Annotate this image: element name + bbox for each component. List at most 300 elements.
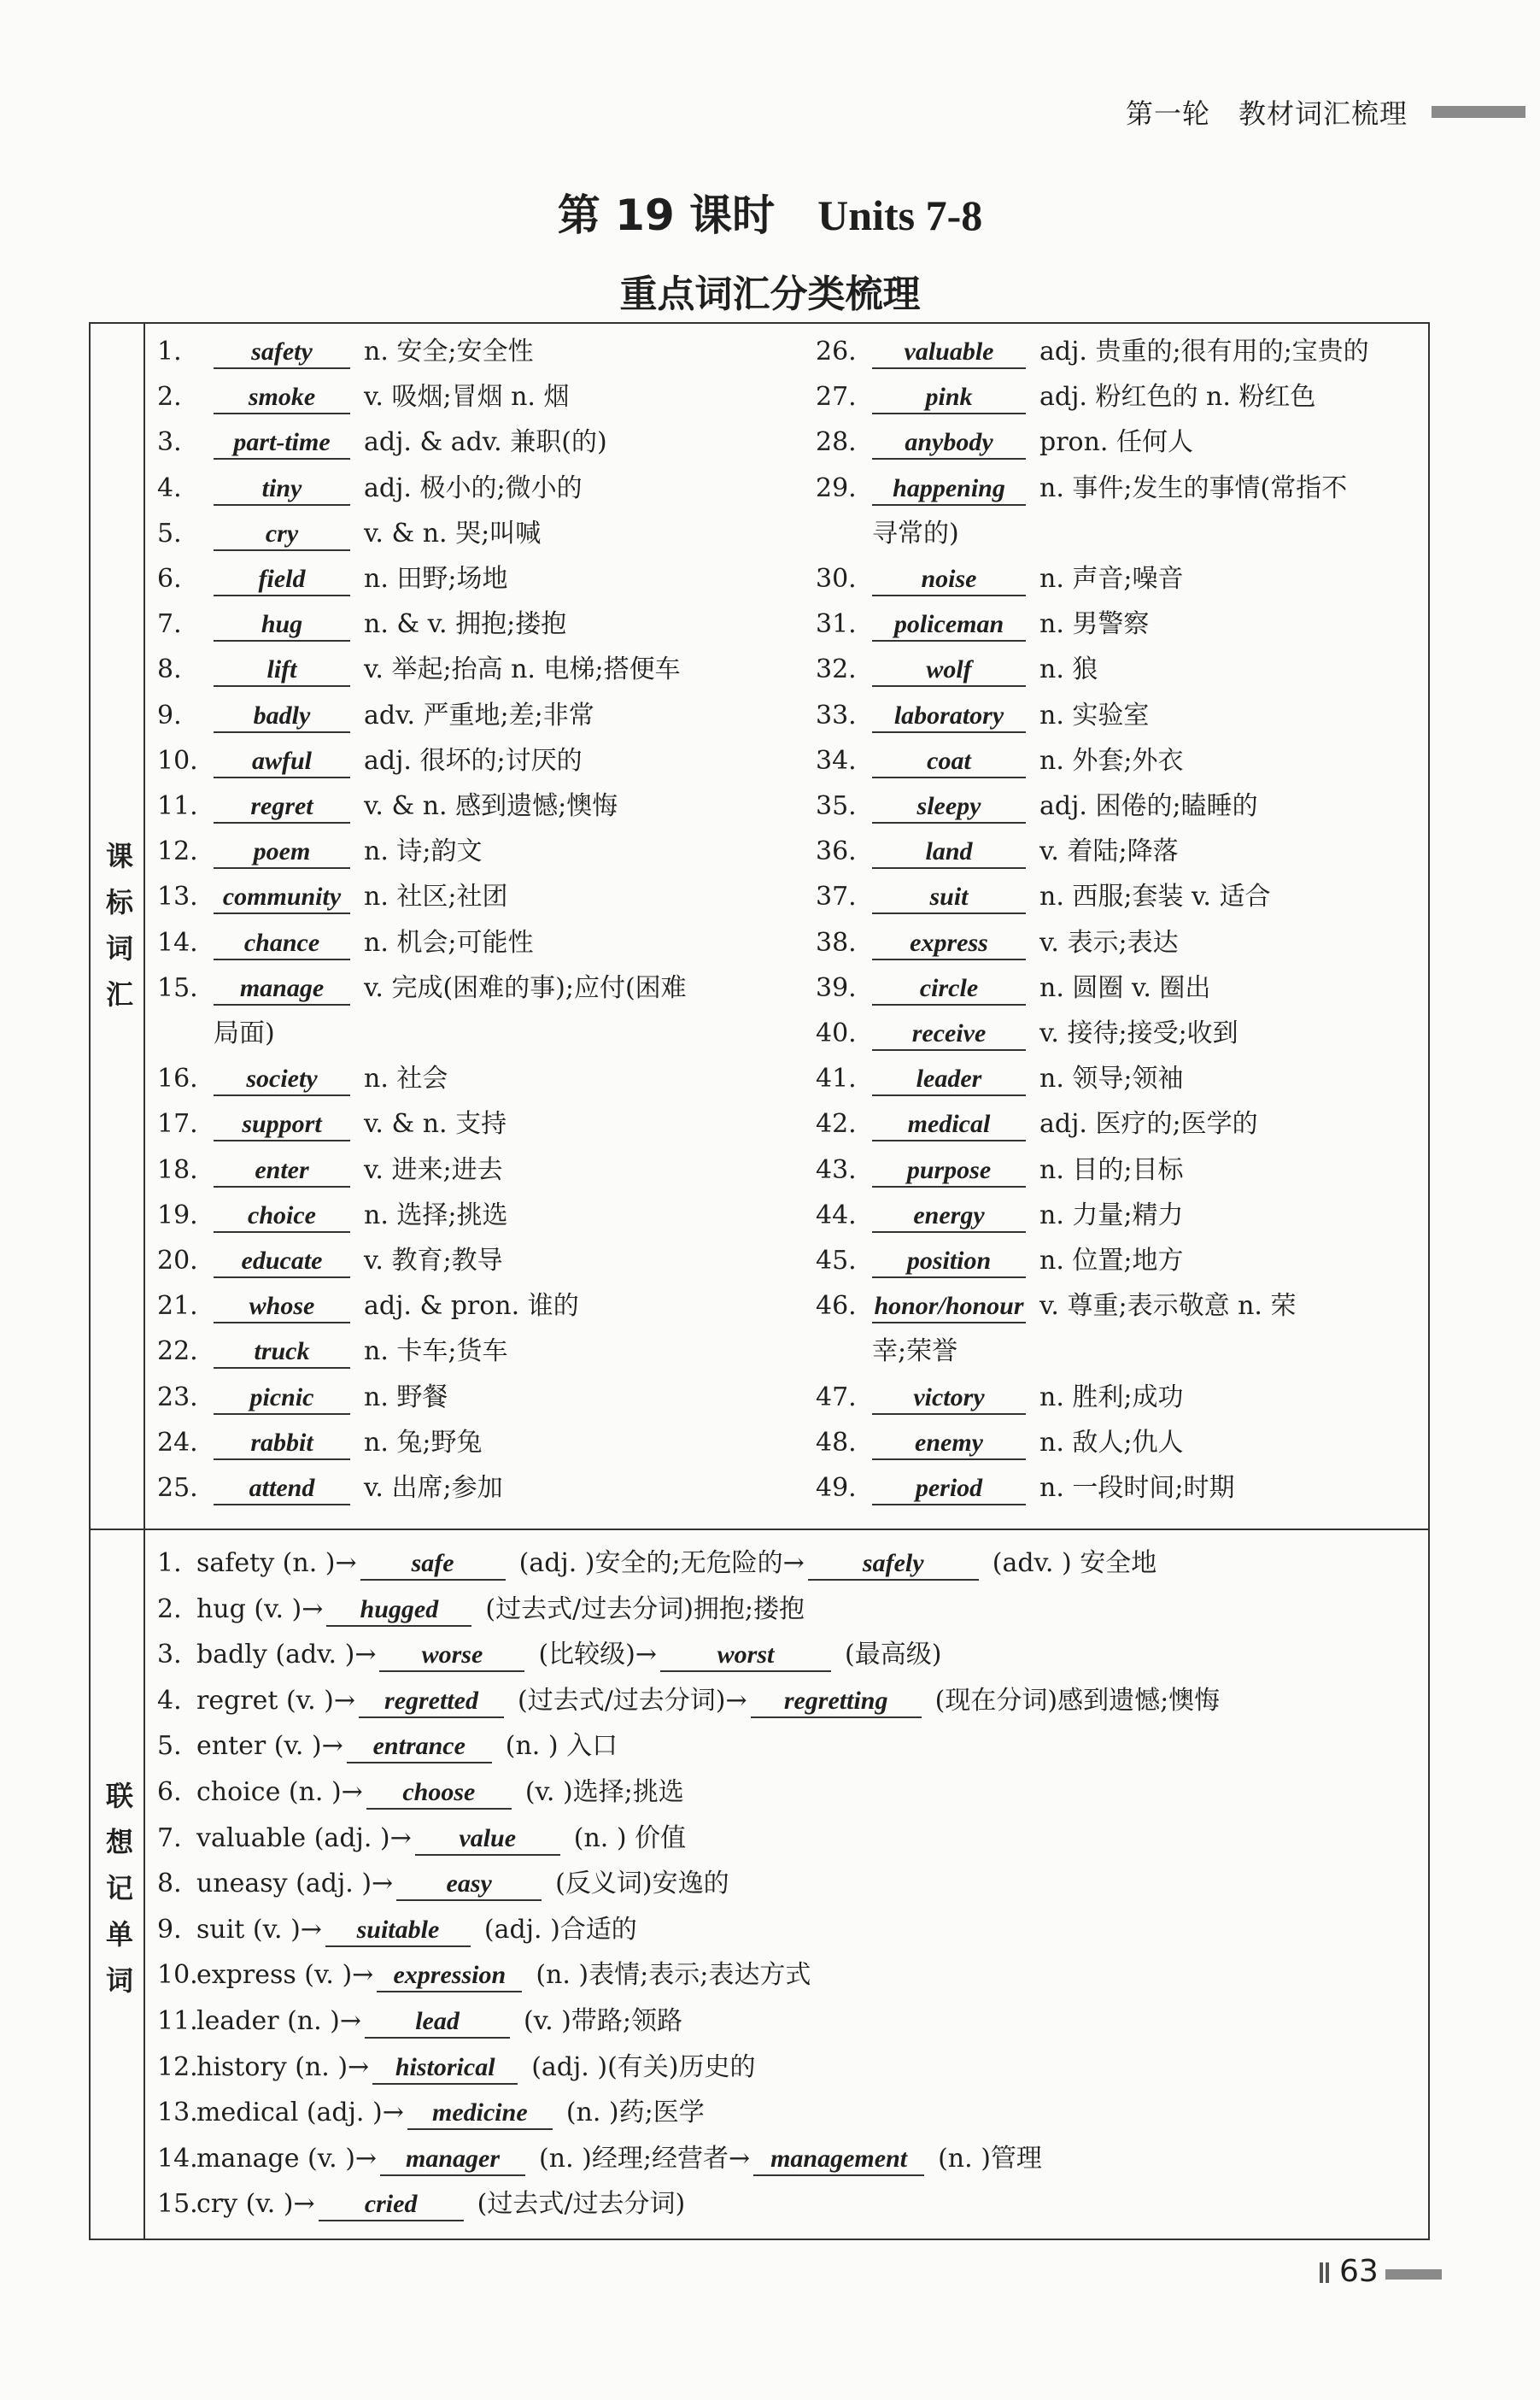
entry-middle: (反义词)安逸的 — [555, 1869, 729, 1899]
section-label-curriculum-vocab — [102, 833, 137, 1018]
entry-middle: (n. )表情;表示;表达方式 — [536, 1960, 811, 1991]
section-label-char: 汇 — [105, 978, 133, 1011]
vocab-entry — [157, 335, 534, 369]
entry-definition: n. 外套;外衣 — [1039, 745, 1184, 776]
entry-definition: v. & n. 哭;叫喊 — [364, 518, 542, 549]
entry-definition-continued: 幸;荣誉 — [872, 1336, 958, 1367]
vocab-entry — [157, 880, 508, 914]
answer-blank: leader — [872, 1064, 1026, 1096]
entry-number: 30. — [816, 564, 857, 594]
answer-blank: truck — [214, 1336, 350, 1369]
answer-blank: cry — [214, 519, 350, 551]
lesson-title — [0, 181, 1540, 243]
entry-prompt: hug (v. )→ — [196, 1593, 324, 1624]
entry-prompt: choice (n. )→ — [196, 1777, 363, 1807]
entry-definition: pron. 任何人 — [1039, 427, 1193, 458]
entry-number: 12. — [157, 836, 198, 867]
answer-blank: support — [214, 1109, 350, 1141]
vocab-entry — [157, 653, 681, 687]
association-entry — [157, 2096, 705, 2130]
entry-number: 16. — [157, 1064, 198, 1094]
answer-blank: picnic — [214, 1382, 350, 1415]
entry-definition: n. 领导;领袖 — [1039, 1064, 1184, 1094]
answer-blank: choice — [214, 1200, 350, 1233]
entry-number: 4. — [157, 1685, 182, 1716]
entry-number: 8. — [157, 1869, 182, 1899]
section-label-char: 单 — [105, 1918, 133, 1951]
entry-number: 7. — [157, 609, 182, 640]
entry-definition: n. 兔;野兔 — [364, 1427, 483, 1458]
answer-blank: smoke — [214, 382, 350, 414]
entry-number: 17. — [157, 1109, 198, 1140]
association-entry — [157, 2051, 755, 2085]
section-label-char: 词 — [105, 932, 133, 965]
answer-blank: policeman — [872, 609, 1026, 642]
answer-blank: coat — [872, 746, 1026, 778]
vocab-entry — [816, 1153, 1184, 1188]
answer-blank: suit — [872, 882, 1026, 914]
table-column-divider — [143, 322, 145, 2240]
answer-blank: value — [415, 1823, 560, 1856]
vocab-entry — [157, 1107, 507, 1141]
entry-middle: (过去式/过去分词)拥抱;搂抱 — [485, 1593, 805, 1624]
entry-definition: n. 声音;噪音 — [1039, 564, 1184, 594]
entry-definition: v. 接待;接受;收到 — [1039, 1018, 1238, 1048]
answer-blank: purpose — [872, 1155, 1026, 1188]
answer-blank: medicine — [407, 2098, 553, 2130]
vocab-entry — [157, 1153, 503, 1188]
entry-prompt: manage (v. )→ — [196, 2143, 378, 2174]
entry-number: 27. — [816, 382, 857, 413]
entry-number: 2. — [157, 382, 182, 413]
association-entry — [157, 1593, 805, 1627]
entry-number: 49. — [816, 1473, 857, 1503]
answer-blank: badly — [214, 701, 350, 733]
answer-blank: community — [214, 882, 350, 914]
entry-number: 31. — [816, 609, 857, 640]
entry-number: 19. — [157, 1200, 198, 1230]
entry-prompt: safety (n. )→ — [196, 1548, 357, 1578]
entry-number: 20. — [157, 1246, 198, 1276]
vocab-entry — [157, 472, 583, 506]
answer-blank: expression — [377, 1960, 522, 1992]
section-label-association-vocab — [102, 1773, 137, 2004]
section-label-char: 词 — [105, 1964, 133, 1997]
answer-blank: laboratory — [872, 701, 1026, 733]
answer-blank: circle — [872, 973, 1026, 1006]
entry-number: 11. — [157, 791, 198, 821]
entry-number: 15. — [157, 972, 198, 1003]
entry-prompt: valuable (adj. )→ — [196, 1822, 412, 1853]
entry-definition: v. 举起;抬高 n. 电梯;搭便车 — [364, 654, 681, 685]
entry-number: 2. — [157, 1593, 182, 1624]
entry-prompt: express (v. )→ — [196, 1960, 374, 1991]
entry-definition: v. 教育;教导 — [364, 1246, 503, 1276]
answer-blank: honor/honour — [872, 1291, 1026, 1323]
answer-blank: manage — [214, 973, 350, 1006]
answer-blank: sleepy — [872, 791, 1026, 824]
entry-definition: n. 诗;韵文 — [364, 836, 483, 867]
answer-blank: express — [872, 928, 1026, 960]
entry-ending: (现在分词)感到遗憾;懊悔 — [934, 1685, 1221, 1716]
answer-blank: whose — [214, 1291, 350, 1323]
vocab-entry — [816, 789, 1258, 824]
answer-blank: wolf — [872, 654, 1026, 687]
entry-number: 15. — [157, 2189, 198, 2220]
section-label-char: 课 — [105, 840, 133, 872]
vocab-entry — [157, 517, 541, 551]
entry-number: 22. — [157, 1336, 198, 1367]
entry-ending: (adv. ) 安全地 — [992, 1548, 1157, 1578]
entry-number: 11. — [157, 2006, 198, 2036]
answer-blank: enemy — [872, 1428, 1026, 1460]
association-entry — [157, 1913, 637, 1947]
entry-middle: (n. )药;医学 — [565, 2098, 705, 2128]
vocab-entry — [816, 926, 1179, 960]
vocab-entry — [816, 607, 1149, 642]
vocab-entry — [816, 653, 1098, 687]
vocab-entry — [816, 1244, 1184, 1278]
association-entry — [157, 1775, 684, 1810]
entry-definition: n. 安全;安全性 — [364, 337, 534, 367]
association-entry — [157, 1958, 811, 1992]
entry-definition: n. 选择;挑选 — [364, 1200, 508, 1230]
vocab-entry — [157, 699, 594, 733]
answer-blank: field — [214, 564, 350, 596]
entry-definition: n. 实验室 — [1039, 700, 1150, 731]
entry-middle: (v. )带路;领路 — [524, 2006, 682, 2036]
entry-definition: v. 出席;参加 — [364, 1473, 503, 1503]
vocab-entry — [157, 1244, 503, 1278]
entry-definition: n. 狼 — [1039, 654, 1098, 685]
answer-blank: happening — [872, 473, 1026, 506]
entry-number: 14. — [157, 2143, 198, 2174]
vocab-entry — [157, 607, 566, 642]
vocab-entry — [157, 1426, 483, 1460]
answer-blank: receive — [872, 1018, 1026, 1051]
vocab-entry — [816, 744, 1184, 778]
entry-number: 39. — [816, 972, 857, 1003]
answer-blank: pink — [872, 382, 1026, 414]
entry-definition: n. 一段时间;时期 — [1039, 1473, 1235, 1503]
entry-number: 41. — [816, 1064, 857, 1094]
association-entry — [157, 2142, 1042, 2176]
answer-blank: medical — [872, 1109, 1026, 1141]
entry-number: 12. — [157, 2051, 198, 2082]
answer-blank: regretting — [751, 1686, 922, 1718]
entry-number: 9. — [157, 1914, 182, 1945]
entry-number: 23. — [157, 1382, 198, 1412]
entry-number: 10. — [157, 1960, 198, 1991]
vocab-entry — [816, 472, 1347, 506]
entry-number: 46. — [816, 1291, 857, 1322]
entry-number: 24. — [157, 1427, 198, 1458]
answer-blank: historical — [372, 2052, 518, 2085]
answer-blank: easy — [396, 1869, 542, 1901]
entry-number: 25. — [157, 1473, 198, 1503]
entry-definition: v. 进来;进去 — [364, 1154, 503, 1185]
vocab-entry — [816, 1017, 1238, 1051]
entry-definition: adj. 极小的;微小的 — [364, 472, 583, 503]
entry-number: 13. — [157, 2098, 198, 2128]
entry-number: 37. — [816, 882, 857, 912]
entry-middle: (v. )选择;挑选 — [524, 1777, 684, 1807]
answer-blank: educate — [214, 1246, 350, 1278]
answer-blank: enter — [214, 1155, 350, 1188]
answer-blank: tiny — [214, 473, 350, 506]
answer-blank: lift — [214, 654, 350, 687]
entry-prompt: cry (v. )→ — [196, 2189, 315, 2220]
vocab-entry — [157, 1471, 503, 1505]
vocab-entry — [816, 562, 1184, 596]
entry-definition: v. 吸烟;冒烟 n. 烟 — [364, 382, 570, 413]
entry-definition: n. 西服;套装 v. 适合 — [1039, 882, 1271, 912]
entry-definition: n. 田野;场地 — [364, 564, 508, 594]
entry-definition: n. 社区;社团 — [364, 882, 508, 912]
section-label-char: 记 — [105, 1872, 133, 1904]
entry-number: 18. — [157, 1154, 198, 1185]
answer-blank: lead — [365, 2006, 510, 2039]
vocab-entry — [157, 1199, 508, 1233]
answer-blank: safety — [214, 337, 350, 369]
association-entry — [157, 1684, 1220, 1718]
vocab-entry — [157, 926, 534, 960]
entry-number: 9. — [157, 700, 182, 731]
page-number: 63 — [1339, 2254, 1379, 2289]
vocab-entry — [157, 380, 570, 414]
page-marker — [1320, 2262, 1323, 2283]
vocab-entry — [816, 1471, 1235, 1505]
entry-definition: adj. 贵重的;很有用的;宝贵的 — [1039, 337, 1369, 367]
answer-blank: anybody — [872, 427, 1026, 460]
vocab-entry — [157, 425, 607, 460]
answer-blank: energy — [872, 1200, 1026, 1233]
vocab-entry — [157, 1289, 579, 1323]
association-entry — [157, 1546, 1156, 1581]
entry-number: 1. — [157, 337, 182, 367]
answer-blank: society — [214, 1064, 350, 1096]
entry-prompt: regret (v. )→ — [196, 1685, 355, 1716]
association-entry — [157, 2004, 682, 2039]
section-label-char: 标 — [105, 886, 133, 918]
entry-number: 34. — [816, 745, 857, 776]
entry-prompt: enter (v. )→ — [196, 1731, 343, 1762]
entry-number: 21. — [157, 1291, 198, 1322]
vocab-entry — [816, 1426, 1184, 1460]
entry-definition: n. 机会;可能性 — [364, 927, 534, 958]
entry-number: 28. — [816, 427, 857, 458]
entry-definition: n. 卡车;货车 — [364, 1336, 508, 1367]
answer-blank: entrance — [347, 1731, 492, 1763]
entry-definition: v. & n. 支持 — [364, 1109, 507, 1140]
entry-prompt: uneasy (adj. )→ — [196, 1869, 394, 1899]
answer-blank: hug — [214, 609, 350, 642]
association-entry — [157, 1638, 941, 1672]
entry-number: 45. — [816, 1246, 857, 1276]
section-subtitle: 重点词汇分类梳理 — [619, 273, 921, 316]
entry-definition: adj. & pron. 谁的 — [364, 1291, 579, 1322]
header-decor-bar — [1432, 106, 1525, 118]
answer-blank: poem — [214, 836, 350, 869]
answer-blank: regret — [214, 791, 350, 824]
entry-definition: n. 事件;发生的事情(常指不 — [1039, 472, 1348, 503]
entry-middle: (n. ) 入口 — [505, 1731, 618, 1762]
entry-definition: v. 完成(困难的事);应付(困难 — [364, 972, 687, 1003]
entry-number: 13. — [157, 882, 198, 912]
table-row-divider — [89, 1529, 1430, 1530]
vocab-entry — [157, 1335, 508, 1369]
entry-middle: (n. ) 价值 — [573, 1822, 687, 1853]
entry-prompt: history (n. )→ — [196, 2051, 370, 2082]
answer-blank: regretted — [359, 1686, 504, 1718]
answer-blank: chance — [214, 928, 350, 960]
entry-definition: n. 位置;地方 — [1039, 1246, 1184, 1276]
entry-number: 33. — [816, 700, 857, 731]
answer-blank: victory — [872, 1382, 1026, 1415]
entry-prompt: leader (n. )→ — [196, 2006, 362, 2036]
entry-number: 32. — [816, 654, 857, 685]
answer-blank: choose — [366, 1777, 512, 1810]
entry-ending: (n. )管理 — [938, 2143, 1042, 2174]
answer-blank: safely — [808, 1548, 979, 1581]
entry-definition: adj. 粉红色的 n. 粉红色 — [1039, 382, 1316, 413]
entry-definition: n. 男警察 — [1039, 609, 1150, 640]
answer-blank: safe — [360, 1548, 506, 1581]
answer-blank: part-time — [214, 427, 350, 460]
vocab-entry — [157, 971, 687, 1006]
entry-definition: adj. 医疗的;医学的 — [1039, 1109, 1258, 1140]
vocab-entry — [816, 971, 1210, 1006]
entry-prompt: medical (adj. )→ — [196, 2098, 404, 2128]
entry-number: 3. — [157, 1640, 182, 1670]
entry-number: 14. — [157, 927, 198, 958]
entry-number: 47. — [816, 1382, 857, 1412]
vocab-entry — [816, 880, 1271, 914]
vocab-entry — [816, 1107, 1258, 1141]
entry-definition: v. 着陆;降落 — [1039, 836, 1179, 867]
entry-middle: (adj. )安全的;无危险的→ — [518, 1548, 805, 1578]
entry-definition: v. 尊重;表示敬意 n. 荣 — [1039, 1291, 1297, 1322]
answer-blank: management — [753, 2144, 924, 2176]
entry-number: 35. — [816, 791, 857, 821]
entry-definition: adj. 困倦的;瞌睡的 — [1039, 791, 1258, 821]
answer-blank: period — [872, 1473, 1026, 1505]
entry-number: 6. — [157, 564, 182, 594]
entry-definition: n. 目的;目标 — [1039, 1154, 1184, 1185]
answer-blank: manager — [380, 2144, 525, 2176]
page-marker — [1326, 2262, 1329, 2283]
entry-number: 4. — [157, 472, 182, 503]
entry-definition: adj. 很坏的;讨厌的 — [364, 745, 583, 776]
entry-number: 7. — [157, 1822, 182, 1853]
vocab-entry — [816, 835, 1179, 869]
vocab-entry — [157, 562, 508, 596]
entry-definition: adv. 严重地;差;非常 — [364, 700, 594, 731]
vocab-entry — [816, 1289, 1297, 1323]
entry-definition: v. & n. 感到遗憾;懊悔 — [364, 791, 618, 821]
association-entry — [157, 1822, 686, 1856]
entry-number: 3. — [157, 427, 182, 458]
entry-prompt: badly (adv. )→ — [196, 1640, 377, 1670]
entry-number: 10. — [157, 745, 198, 776]
vocab-entry — [816, 425, 1193, 460]
vocab-entry — [157, 1062, 448, 1096]
vocab-entry — [157, 1381, 448, 1415]
entry-definition: n. 社会 — [364, 1064, 448, 1094]
vocab-entry — [816, 380, 1315, 414]
association-entry — [157, 1867, 729, 1901]
answer-blank: cried — [319, 2189, 464, 2221]
entry-number: 48. — [816, 1427, 857, 1458]
entry-middle: (n. )经理;经营者→ — [539, 2143, 751, 2174]
entry-middle: (过去式/过去分词)→ — [518, 1685, 747, 1716]
entry-number: 5. — [157, 1731, 182, 1762]
entry-number: 42. — [816, 1109, 857, 1140]
answer-blank: position — [872, 1246, 1026, 1278]
answer-blank: suitable — [325, 1915, 471, 1947]
answer-blank: land — [872, 836, 1026, 869]
entry-definition: adj. & adv. 兼职(的) — [364, 427, 607, 458]
entry-number: 8. — [157, 654, 182, 685]
running-header: 第一轮 教材词汇梳理 — [1126, 97, 1408, 130]
answer-blank: worst — [660, 1640, 831, 1672]
entry-definition: v. 表示;表达 — [1039, 927, 1179, 958]
entry-middle: (过去式/过去分词) — [477, 2189, 686, 2220]
entry-middle: (adj. )合适的 — [483, 1914, 637, 1945]
answer-blank: valuable — [872, 337, 1026, 369]
entry-definition: n. 力量;精力 — [1039, 1200, 1184, 1230]
entry-definition-continued: 寻常的) — [872, 518, 959, 549]
entry-number: 40. — [816, 1018, 857, 1048]
vocab-entry — [816, 1062, 1184, 1096]
entry-ending: (最高级) — [845, 1640, 942, 1670]
entry-definition: n. 圆圈 v. 圈出 — [1039, 972, 1211, 1003]
section-label-char: 联 — [105, 1780, 133, 1812]
entry-number: 29. — [816, 472, 857, 503]
answer-blank: hugged — [326, 1594, 471, 1627]
vocab-entry — [157, 835, 483, 869]
entry-number: 6. — [157, 1777, 182, 1807]
answer-blank: attend — [214, 1473, 350, 1505]
entry-definition: n. 敌人;仇人 — [1039, 1427, 1184, 1458]
entry-definition: n. 野餐 — [364, 1382, 448, 1412]
vocab-entry — [816, 1199, 1184, 1233]
entry-number: 26. — [816, 337, 857, 367]
section-label-char: 想 — [105, 1826, 133, 1858]
entry-middle: (比较级)→ — [538, 1640, 658, 1670]
answer-blank: noise — [872, 564, 1026, 596]
entry-definition: n. & v. 拥抱;搂抱 — [364, 609, 567, 640]
vocab-entry — [816, 335, 1369, 369]
entry-number: 5. — [157, 518, 182, 549]
answer-blank: rabbit — [214, 1428, 350, 1460]
page-decor-bar — [1385, 2269, 1442, 2280]
entry-definition: n. 胜利;成功 — [1039, 1382, 1184, 1412]
vocab-entry — [816, 1381, 1184, 1415]
lesson-number: 第 19 课时 — [557, 191, 776, 240]
entry-number: 1. — [157, 1548, 182, 1578]
answer-blank: worse — [379, 1640, 524, 1672]
entry-middle: (adj. )(有关)历史的 — [531, 2051, 756, 2082]
lesson-units: Units 7-8 — [817, 191, 983, 239]
answer-blank: awful — [214, 746, 350, 778]
entry-definition-continued: 局面) — [214, 1018, 275, 1048]
association-entry — [157, 1729, 618, 1763]
entry-number: 43. — [816, 1154, 857, 1185]
entry-number: 44. — [816, 1200, 857, 1230]
entry-number: 36. — [816, 836, 857, 867]
vocab-entry — [157, 789, 618, 824]
